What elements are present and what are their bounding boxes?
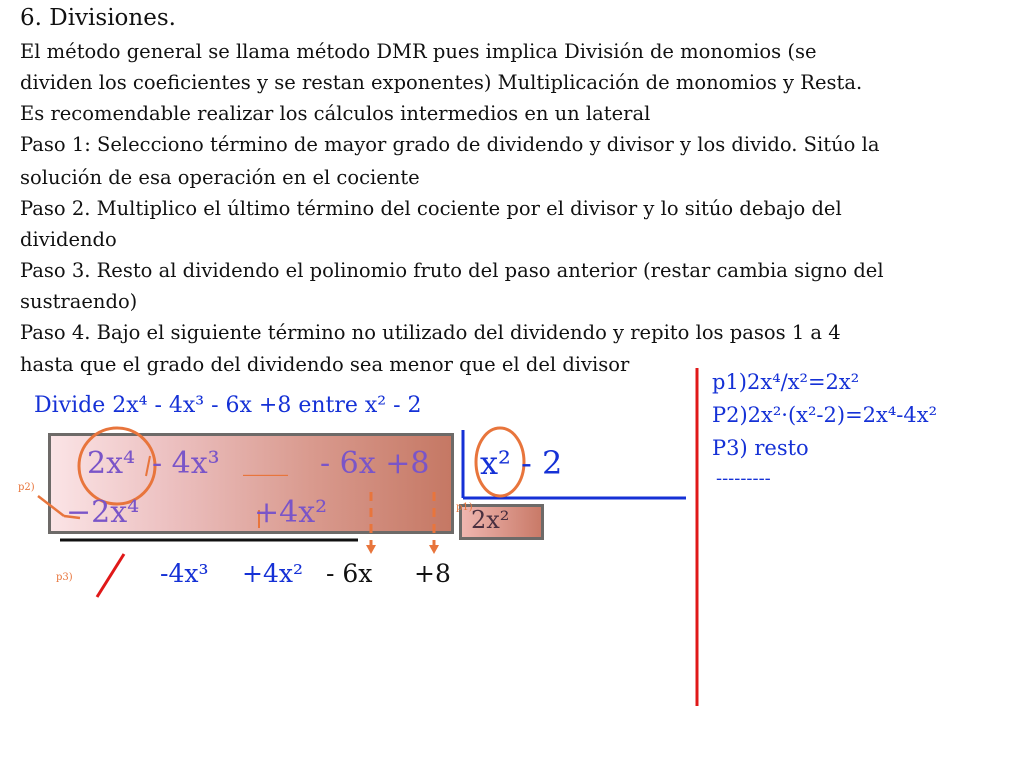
- step-label-p3: p3): [56, 572, 73, 583]
- instruction-line: solución de esa operación en el cociente: [20, 166, 420, 189]
- instruction-line: Paso 2. Multiplico el último término del cociente por el divisor y lo sitúo debajo del: [20, 197, 842, 220]
- dividend-term-2: - 4x³: [152, 446, 220, 481]
- result-term-4: +8: [414, 559, 451, 588]
- step-label-p2: p2): [18, 482, 35, 493]
- instruction-line: Paso 4. Bajo el siguiente término no utilizado del dividendo y repito los pasos 1 a 4: [20, 321, 841, 344]
- instruction-line: Paso 3. Resto al dividendo el polinomio fruto del paso anterior (restar cambia signo del: [20, 259, 884, 282]
- side-note-step-3: P3) resto: [712, 436, 809, 460]
- divisor: x² - 2: [480, 444, 563, 482]
- dividend-term-3: - 6x +8: [320, 446, 430, 481]
- quotient: 2x²: [471, 506, 510, 534]
- instruction-line: Es recomendable realizar los cálculos intermedios en un lateral: [20, 102, 651, 125]
- instruction-line: dividen los coeficientes y se restan exponentes) Multiplicación de monomios y Resta.: [20, 71, 863, 94]
- step-label-p1: p1): [456, 502, 473, 513]
- side-note-step-2: P2)2x²·(x²-2)=2x⁴-4x²: [712, 403, 938, 427]
- side-note-step-1: p1)2x⁴/x²=2x²: [712, 370, 860, 394]
- instruction-line: El método general se llama método DMR pues implica División de monomios (se: [20, 40, 817, 63]
- instruction-line: dividendo: [20, 228, 117, 251]
- instruction-line: Paso 1: Selecciono término de mayor grado de dividendo y divisor y los divido. Sitúo la: [20, 133, 880, 156]
- result-term-2: +4x²: [242, 559, 303, 588]
- result-term-1: -4x³: [160, 559, 209, 588]
- side-note-separator: ---------: [716, 468, 771, 489]
- dividend-blank: ___: [243, 442, 288, 477]
- p2-pointer: [38, 496, 64, 516]
- dividend-term-1: 2x⁴: [87, 446, 136, 481]
- instruction-line: sustraendo): [20, 290, 138, 313]
- subtrahend-term-2: +4x²: [254, 495, 328, 530]
- page-title: 6. Divisiones.: [20, 5, 176, 31]
- instruction-line: hasta que el grado del dividendo sea menor que el del divisor: [20, 353, 630, 376]
- p3-slash-mark: [97, 554, 124, 597]
- problem-statement: Divide 2x⁴ - 4x³ - 6x +8 entre x² - 2: [34, 393, 422, 418]
- result-term-3: - 6x: [326, 559, 373, 588]
- subtrahend-term-1: −2x⁴: [66, 495, 140, 530]
